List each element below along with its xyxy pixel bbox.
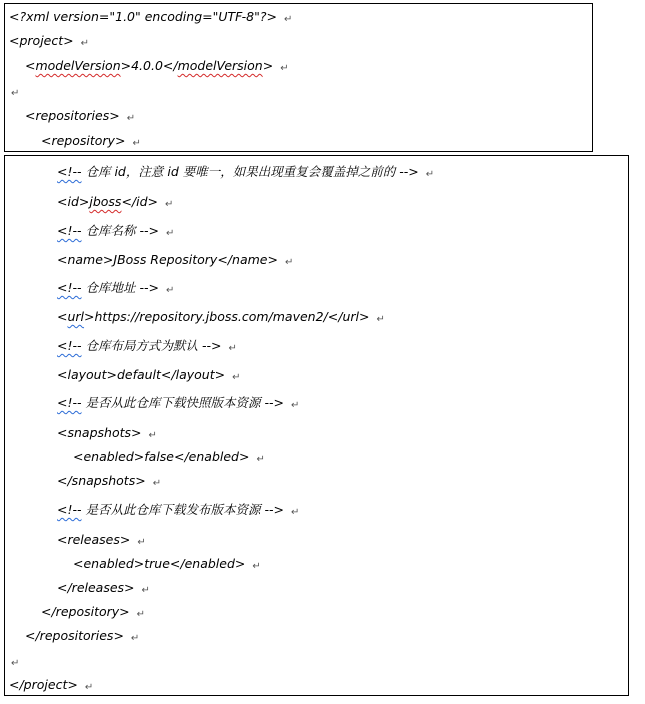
code-text: </repository> [41, 604, 130, 619]
code-text: <name>JBoss Repository</name> [57, 252, 278, 267]
code-text: </project> [9, 677, 78, 692]
code-line [9, 9, 292, 25]
paragraph-mark-icon: ↵ [256, 454, 265, 465]
code-text: <project> [9, 33, 74, 48]
comment-text: 仓库布局方式为默认 --> [81, 338, 222, 353]
code-block-main [4, 155, 629, 696]
paragraph-mark-icon: ↵ [280, 63, 289, 74]
code-text: <repository> [41, 133, 126, 148]
code-text: <enabled>false</enabled> [73, 449, 250, 464]
code-line [25, 628, 139, 644]
paragraph-mark-icon: ↵ [141, 585, 150, 596]
code-line [57, 223, 174, 239]
paragraph-mark-icon: ↵ [425, 169, 435, 180]
paragraph-mark-icon: ↵ [228, 343, 237, 354]
code-block-top [4, 3, 593, 152]
code-line [57, 367, 240, 383]
spellcheck-word: <!-- [57, 338, 82, 353]
spellcheck-word: jboss [89, 194, 122, 209]
code-line [73, 449, 265, 465]
code-line [57, 532, 146, 548]
paragraph-mark-icon: ↵ [152, 478, 162, 489]
code-line [57, 425, 157, 441]
code-text: <id> [57, 194, 90, 209]
paragraph-mark-icon: ↵ [165, 228, 175, 239]
code-text: <releases> [57, 532, 131, 547]
code-text: < [25, 58, 36, 73]
code-text: </releases> [57, 580, 135, 595]
code-line [57, 194, 173, 210]
paragraph-mark-icon: ↵ [283, 14, 293, 25]
paragraph-mark-icon: ↵ [252, 561, 261, 572]
code-text: </repositories> [25, 628, 124, 643]
code-text: <layout>default</layout> [57, 367, 226, 382]
code-line [9, 83, 19, 99]
paragraph-mark-icon: ↵ [136, 609, 146, 620]
paragraph-mark-icon: ↵ [126, 113, 136, 124]
paragraph-mark-icon: ↵ [290, 507, 300, 518]
code-line [57, 395, 299, 411]
code-line [57, 309, 385, 325]
code-text: < [57, 309, 68, 324]
paragraph-mark-icon: ↵ [132, 138, 141, 149]
paragraph-mark-icon: ↵ [165, 199, 174, 210]
code-text: <repositories> [25, 108, 120, 123]
paragraph-mark-icon: ↵ [148, 430, 157, 441]
code-line [9, 677, 93, 693]
code-line [57, 338, 237, 354]
spellcheck-word: <!-- [57, 280, 82, 295]
code-line [57, 280, 174, 296]
paragraph-mark-icon: ↵ [11, 88, 20, 99]
code-line [57, 252, 293, 268]
code-line [9, 653, 19, 669]
code-text: >4.0.0</ [120, 58, 178, 73]
code-text: <enabled>true</enabled> [73, 556, 246, 571]
comment-text: 是否从此仓库下载快照版本资源 --> [81, 395, 284, 410]
code-text: </id> [121, 194, 159, 209]
paragraph-mark-icon: ↵ [11, 658, 20, 669]
code-line [57, 164, 434, 180]
code-text: >https://repository.jboss.com/maven2/</url> [84, 309, 370, 324]
paragraph-mark-icon: ↵ [165, 285, 175, 296]
spellcheck-word: <!-- [57, 502, 82, 517]
spellcheck-word: modelVersion [177, 58, 263, 73]
spellcheck-word: <!-- [57, 395, 82, 410]
paragraph-mark-icon: ↵ [80, 38, 89, 49]
code-line [57, 473, 161, 489]
spellcheck-word: <!-- [57, 223, 82, 238]
comment-text: 仓库地址 --> [81, 280, 159, 295]
code-text: > [262, 58, 274, 73]
code-line [41, 604, 145, 620]
comment-text: 仓库 id，注意 id 要唯一，如果出现重复会覆盖掉之前的 --> [81, 164, 419, 179]
paragraph-mark-icon: ↵ [130, 633, 140, 644]
paragraph-mark-icon: ↵ [232, 372, 241, 383]
code-line [9, 33, 89, 49]
code-text: <?xml version="1.0" encoding="UTF-8"?> [9, 9, 277, 24]
paragraph-mark-icon: ↵ [290, 400, 300, 411]
code-line [25, 58, 289, 74]
code-text: </snapshots> [57, 473, 146, 488]
code-line [73, 556, 261, 572]
comment-text: 是否从此仓库下载发布版本资源 --> [81, 502, 284, 517]
paragraph-mark-icon: ↵ [376, 314, 385, 325]
paragraph-mark-icon: ↵ [137, 537, 146, 548]
code-line [57, 580, 150, 596]
spellcheck-word: url [67, 309, 85, 324]
code-line [57, 502, 299, 518]
spellcheck-word: <!-- [57, 164, 82, 179]
comment-text: 仓库名称 --> [81, 223, 159, 238]
code-line [25, 108, 135, 124]
code-line [41, 133, 141, 149]
spellcheck-word: modelVersion [35, 58, 121, 73]
paragraph-mark-icon: ↵ [84, 682, 94, 693]
paragraph-mark-icon: ↵ [284, 257, 294, 268]
code-text: <snapshots> [57, 425, 142, 440]
